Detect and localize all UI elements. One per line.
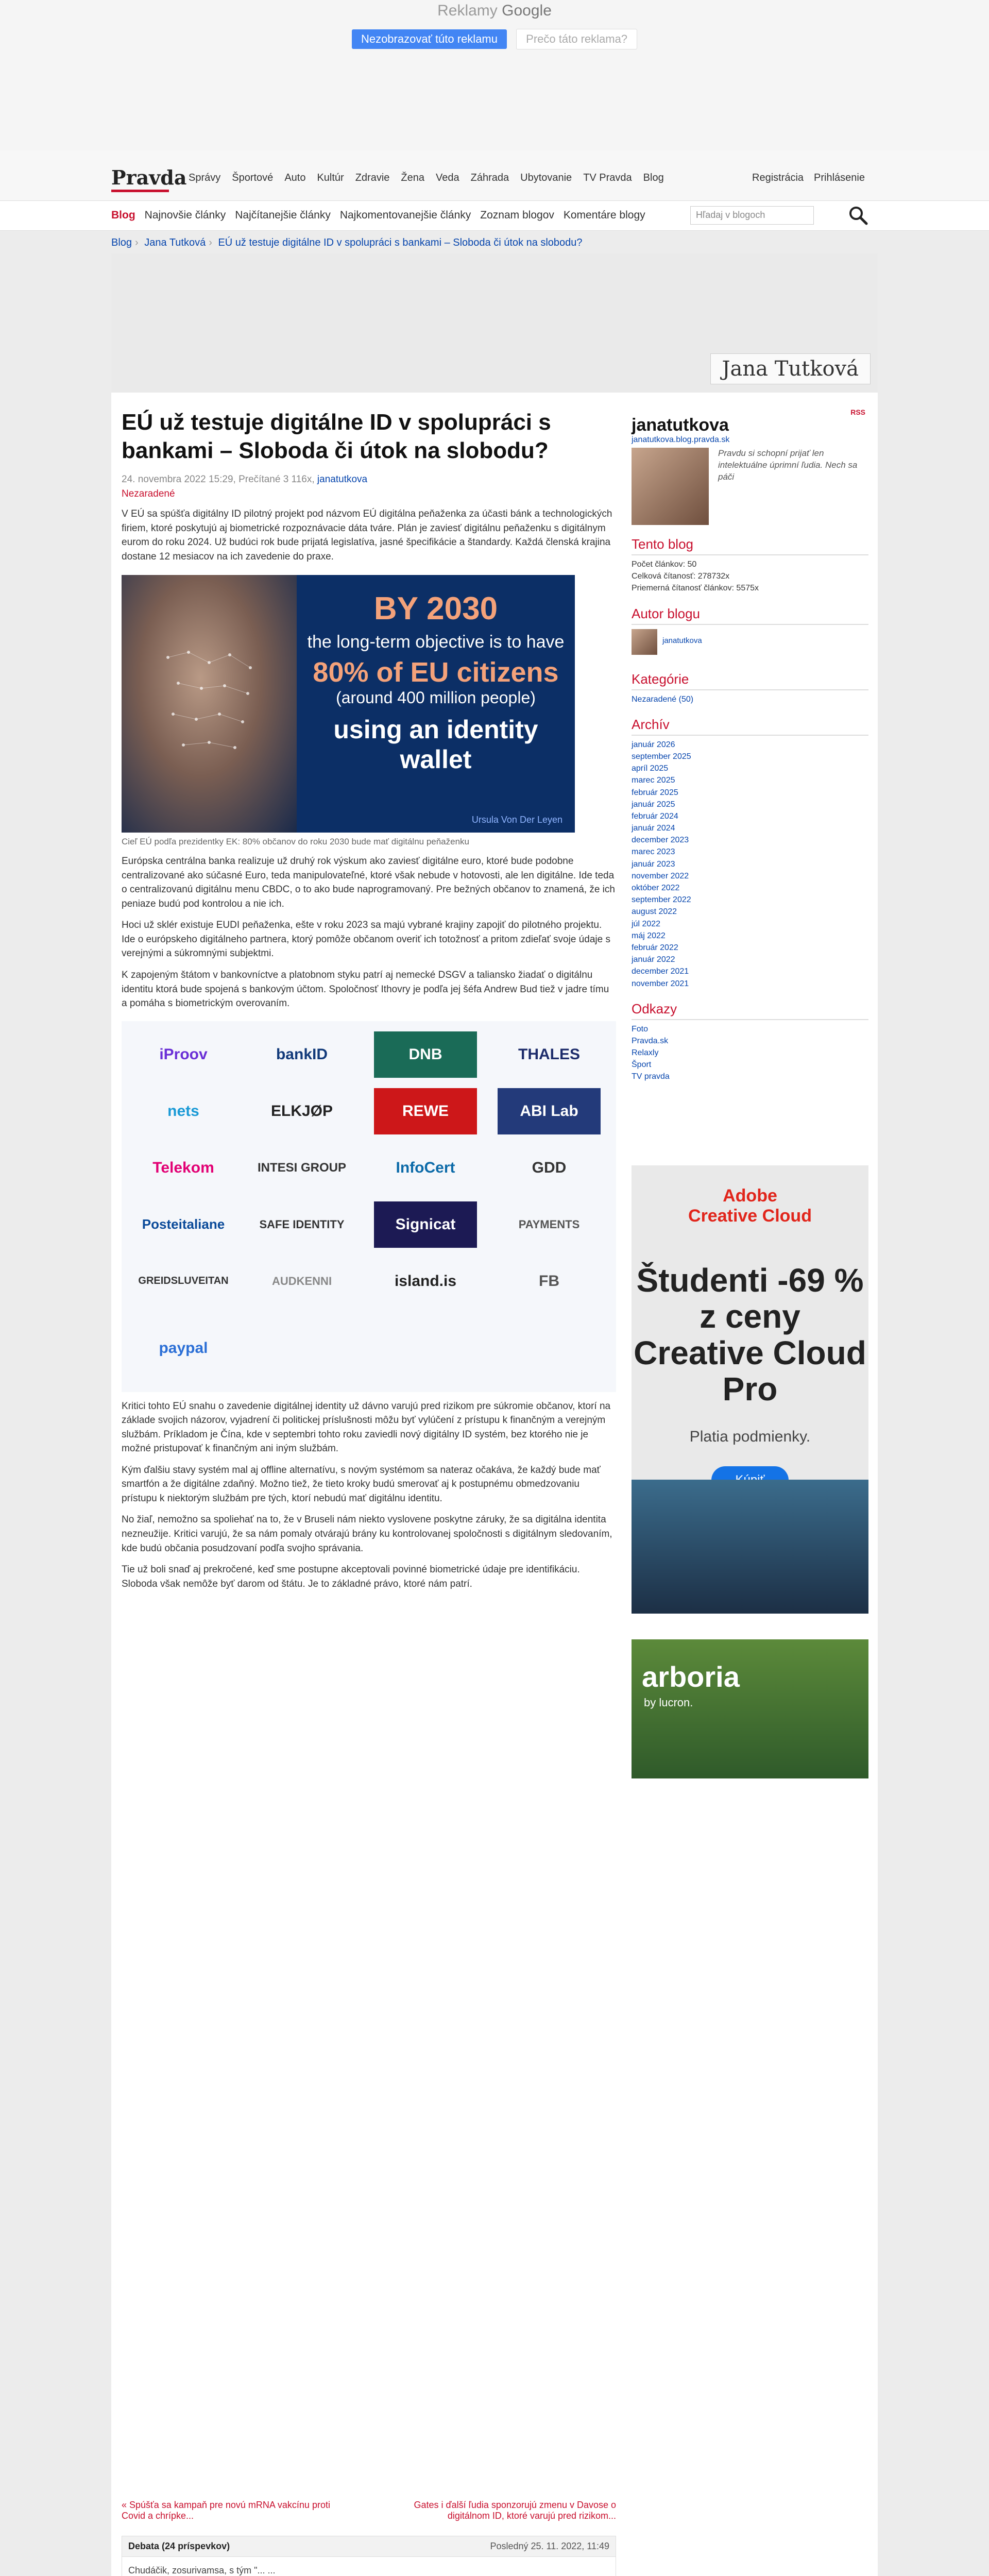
site-header: [0, 150, 989, 201]
category-link[interactable]: Nezaradené (50): [632, 694, 694, 704]
nav-item[interactable]: Správy: [189, 172, 221, 183]
article-paragraph: Európska centrálna banka realizuje už druhý rok výskum ako zaviesť digitálne euro, ktoré bude podobne centralizované ako súčasné Euro, teda manipulovateľné, ktoré však nebude v hotovosti, ale len digitálne. Ide teda o centralizovanú digitálnu menu CBDC, o to ako bude naprogramovaný. Pre bežných občanov to znamená, že ich peniaze budú pod kontrolou a nie ich.: [122, 856, 615, 909]
partner-logo: REWE: [374, 1088, 477, 1134]
ad-label: Reklamy Google: [437, 2, 552, 19]
partner-logo: AUDKENNI: [271, 1274, 332, 1287]
partner-logo: DNB: [374, 1031, 477, 1078]
author-avatar: [632, 629, 657, 655]
archive-link[interactable]: december 2023: [632, 836, 689, 845]
blog-author-title[interactable]: Jana Tutková: [710, 353, 871, 384]
register-link[interactable]: Registrácia: [752, 172, 804, 183]
blogger-url[interactable]: janatutkova.blog.pravda.sk: [632, 435, 730, 444]
login-link[interactable]: Prihlásenie: [814, 172, 865, 183]
partner-logo: Signicat: [374, 1201, 477, 1248]
pravda-logo[interactable]: Pravda: [111, 166, 187, 189]
breadcrumb-separator: ›: [209, 237, 212, 248]
article-title: EÚ už testuje digitálne ID v spolupráci s bankami – Sloboda či útok na slobodu?: [122, 410, 551, 463]
top-ad: [0, 0, 989, 150]
archive-link[interactable]: júl 2022: [632, 919, 661, 928]
sidebar-link[interactable]: Foto: [632, 1024, 649, 1033]
archive-link[interactable]: január 2024: [632, 824, 675, 833]
blog-nav-item[interactable]: Komentáre blogy: [563, 209, 645, 221]
adobe-brand: Adobe: [723, 1186, 777, 1206]
hero-caption: Cieľ EÚ podľa prezidentky EK: 80% občanov do roku 2030 bude mať digitálnu peňaženku: [122, 837, 470, 847]
blog-nav-items: [111, 209, 645, 222]
arboria-brand: arboria: [642, 1660, 740, 1693]
debate-header: [122, 2536, 616, 2557]
blogger-profile: [632, 448, 868, 525]
blog-nav-item[interactable]: Zoznam blogov: [480, 209, 554, 221]
partner-logo: nets: [167, 1102, 199, 1120]
archive-link[interactable]: september 2025: [632, 752, 691, 761]
blog-stat: Priemerná čítanosť článkov: 5575x: [632, 584, 759, 593]
links-section: [632, 1001, 868, 1083]
partner-logo: ABI Lab: [498, 1088, 601, 1134]
blogger-name[interactable]: janatutkova: [632, 415, 729, 435]
archive-section: [632, 717, 868, 990]
breadcrumb: [0, 231, 989, 253]
partner-logo: Posteitaliane: [142, 1216, 225, 1232]
blogger-bio: Pravdu si schopní prijať len intelektuálne úprimní ľudia. Nech sa páči: [718, 448, 858, 482]
hero-credit: Ursula Von Der Leyen: [471, 815, 562, 825]
archive-link[interactable]: január 2026: [632, 740, 675, 749]
partner-logo: paypal: [159, 1339, 208, 1357]
archive-link[interactable]: apríl 2025: [632, 764, 669, 773]
sidebar-link[interactable]: Pravda.sk: [632, 1036, 669, 1045]
blog-nav-item[interactable]: Najčítanejšie články: [235, 209, 331, 221]
archive-link[interactable]: marec 2025: [632, 776, 675, 785]
partner-logo: SAFE IDENTITY: [259, 1217, 345, 1231]
comment-row[interactable]: Chudáčik, zosurivamsa, s tým "... ...: [122, 2557, 616, 2576]
nav-item[interactable]: Kultúr: [317, 172, 344, 183]
nav-item[interactable]: Žena: [401, 172, 425, 183]
adobe-ad-image: [632, 1480, 868, 1614]
blog-author-heading: Autor blogu: [632, 606, 868, 625]
adobe-product: Creative Cloud: [688, 1206, 812, 1226]
article-paragraph: No žiaľ, nemožno sa spoliehať na to, že v Bruseli nám niekto vyslovene poskytne záruky, že sa digitálna identita nezneužije. Kritici varujú, že sa nám pomaly otvárajú brány ku kontrolovanej spoločnosti s digitálnym sledovaním, kde budú občania posudzovaní podľa svojho správania.: [122, 1514, 612, 1554]
hero-dots-graphic: [152, 637, 286, 771]
partner-logo: GREIDSLUVEITAN: [138, 1275, 229, 1287]
nav-item[interactable]: Veda: [436, 172, 459, 183]
partner-logo: Telekom: [152, 1159, 214, 1176]
blog-nav-item[interactable]: Najkomentovanejšie články: [339, 209, 471, 221]
article-author-link[interactable]: janatutkova: [317, 474, 368, 485]
blog-search-input[interactable]: Hľadaj v blogoch: [690, 206, 814, 225]
article-tags: [122, 488, 616, 500]
hero-line: 80% of EU citizens: [313, 657, 559, 688]
hero-text: [297, 590, 575, 774]
nav-item[interactable]: Športové: [232, 172, 274, 183]
archive-link[interactable]: január 2023: [632, 859, 675, 869]
partner-logo: bankID: [276, 1045, 328, 1063]
partner-logo: PAYMENTS: [518, 1217, 580, 1231]
blog-stats-heading: Tento blog: [632, 536, 868, 555]
hero-line: (around 400 million people): [336, 688, 536, 707]
hero-line: BY 2030: [373, 591, 498, 627]
rss-link[interactable]: RSS: [850, 408, 865, 416]
stop-ad-button[interactable]: Nezobrazovať túto reklamu: [352, 29, 507, 49]
debate-box: [122, 2536, 616, 2576]
debate-last: Posledný 25. 11. 2022, 11:49: [490, 2541, 609, 2551]
hero-line: the long-term objective is to have: [307, 632, 565, 652]
hero-image: [122, 575, 575, 833]
account-links: [752, 172, 865, 184]
archive-link[interactable]: január 2022: [632, 955, 675, 964]
breadcrumb-separator: ›: [135, 237, 139, 248]
article-paragraph: Hoci už sklér existuje EUDI peňaženka, ešte v roku 2023 sa majú vybrané krajiny zapojiť do pilotného projektu. Ide o európskeho digitálneho partnera, ktorý pomôže občanom overiť ich totožnosť a pritom zdieľať svoje údaje s verejnými a súkromnými subjektmi.: [122, 920, 610, 959]
article-meta: [122, 474, 616, 485]
archive-link[interactable]: február 2025: [632, 788, 678, 797]
adobe-terms: Platia podmienky.: [689, 1428, 811, 1445]
hero-line: using an identity wallet: [333, 715, 538, 774]
archive-link[interactable]: marec 2023: [632, 848, 675, 857]
archive-link[interactable]: október 2022: [632, 884, 680, 892]
archive-link[interactable]: február 2024: [632, 811, 678, 821]
logo-underline: [111, 190, 169, 192]
partner-logos: [122, 1021, 616, 1392]
nav-item[interactable]: Záhrada: [470, 172, 509, 183]
adobe-offer: Študenti -69 % z ceny Creative Cloud Pro: [634, 1262, 866, 1408]
blog-stats-section: [632, 536, 868, 595]
blog-stat: Celková čítanosť: 278732x: [632, 572, 730, 581]
main-nav: [189, 172, 664, 184]
partner-logo: GDD: [532, 1159, 567, 1176]
why-ad-button[interactable]: Prečo táto reklama?: [516, 29, 637, 49]
archive-link[interactable]: november 2021: [632, 979, 689, 988]
article-paragraph: Tie už boli snaď aj prekročené, keď sme postupne akceptovali povinné biometrické údaje pre identifikáciu. Sloboda však nemôže byť darom od štátu. Je to základné právo, ktoré nám patrí.: [122, 1564, 580, 1589]
article: [122, 408, 616, 1591]
archive-link[interactable]: september 2022: [632, 895, 691, 905]
article-date: 24. novembra 2022 15:29, Prečítané 3 116x,: [122, 474, 315, 485]
article-paragraph: V EÚ sa spúšťa digitálny ID pilotný projekt pod názvom EÚ digitálna peňaženka za účasti bánk a technologických firiem, ktoré poskytujú aj biometrické rozpoznávacie dáta tváre. Plán je zaviesť digitálnu peňaženku s digitálnym eurom do roku 2024. Už budúci rok bude prijatá legislatíva, jasné špecifikácie a štandardy. Každá členská krajina dostane 12 mesiacov na ich zavedenie do praxe.: [122, 509, 612, 562]
nav-item[interactable]: Blog: [643, 172, 664, 183]
article-paragraph: K zapojeným štátom v bankovníctve a platobnom styku patrí aj nemecké DSGV a taliansko žiadať o digitálnu identitu ktorá bude spojená s bankovým účtom. Spoločnosť Ithovry je podľa jej šéfa Andrew Bud tiež v jadre tímu a pomáha s biometrickým overovaním.: [122, 970, 609, 1009]
debate-count[interactable]: (24 príspevkov): [162, 2541, 230, 2551]
archive-link[interactable]: november 2022: [632, 871, 689, 880]
blogger-photo: [632, 448, 709, 525]
adobe-ad[interactable]: [632, 1165, 868, 1614]
blog-stat: Počet článkov: 50: [632, 560, 697, 569]
arboria-by: by lucron.: [644, 1696, 693, 1709]
author-name[interactable]: janatutkova: [662, 636, 702, 645]
previous-article-link[interactable]: « Spúšťa sa kampaň pre novú mRNA vakcínu proti Covid a chrípke...: [122, 2500, 330, 2521]
blog-nav-item[interactable]: Najnovšie články: [144, 209, 226, 221]
partner-logo: INTESI GROUP: [257, 1160, 347, 1175]
debate-label: Debata: [128, 2541, 160, 2551]
sidebar-link[interactable]: TV pravda: [632, 1072, 670, 1081]
sidebar-link[interactable]: Šport: [632, 1060, 652, 1070]
categories-section: [632, 671, 868, 705]
search-icon[interactable]: [847, 204, 869, 227]
ad-buttons: [0, 29, 989, 49]
nav-item[interactable]: TV Pravda: [583, 172, 632, 183]
blog-author-entry[interactable]: [632, 629, 868, 660]
next-article-link[interactable]: Gates i ďalší ľudia sponzorujú zmenu v Davose o digitálnom ID, ktoré varujú pred rizikom...: [414, 2500, 616, 2521]
partner-logo: FB: [539, 1272, 559, 1290]
article-paragraph: Kritici tohto EÚ snahu o zavedenie digitálnej identity už dávno varujú pred rizikom pre súkromie občanov, ktorí na základe svojich názorov, vyjadrení či politickej príslušnosti môžu byť vylúčení z prístupu k finančným a verejným službám. Príkladom je Čína, kde v septembri tohto roku zaviedli nový digitálny ID systém, bez ktorého nie je možné pristupovať k finančným ani iným službám.: [122, 1400, 611, 1454]
article-paragraph: Kým ďalšiu stavy systém mal aj offline alternatívu, s novým systémom sa nateraz očakáva, že každý bude mať smartfón a že digitálne zdaňný. Možno tiež, že tieto kroky budú smerovať aj k postupnému obmedzovaniu prístupu k niektorým službám pre tých, ktorí nebudú mať digitálnu identitu.: [122, 1464, 601, 1504]
archive-link[interactable]: august 2022: [632, 907, 677, 917]
sidebar-link[interactable]: Relaxly: [632, 1048, 659, 1058]
breadcrumb-item[interactable]: Blog: [111, 237, 132, 248]
partner-logo: island.is: [394, 1272, 457, 1290]
archive-heading: Archív: [632, 717, 868, 736]
partner-logo: THALES: [518, 1045, 580, 1063]
nav-item[interactable]: Zdravie: [355, 172, 390, 183]
breadcrumb-item[interactable]: Jana Tutková: [144, 237, 206, 248]
archive-link[interactable]: december 2021: [632, 967, 689, 976]
archive-link[interactable]: február 2022: [632, 943, 678, 952]
breadcrumb-item[interactable]: EÚ už testuje digitálne ID v spolupráci s bankami – Sloboda či útok na slobodu?: [218, 237, 583, 248]
archive-link[interactable]: január 2025: [632, 800, 675, 809]
nav-item[interactable]: Ubytovanie: [520, 172, 572, 183]
article-category-link[interactable]: Nezaradené: [122, 488, 175, 499]
archive-link[interactable]: máj 2022: [632, 931, 666, 940]
blog-nav-item[interactable]: Blog: [111, 209, 135, 221]
partner-logo: InfoCert: [396, 1159, 455, 1176]
partner-logo: iProov: [159, 1045, 208, 1063]
blog-author-section: [632, 606, 868, 660]
nav-item[interactable]: Auto: [284, 172, 306, 183]
categories-heading: Kategórie: [632, 671, 868, 690]
sidebar: [632, 408, 868, 1083]
links-heading: Odkazy: [632, 1001, 868, 1020]
partner-logo: ELKJØP: [270, 1102, 333, 1120]
arboria-ad[interactable]: [632, 1639, 868, 1778]
blog-header: [111, 253, 878, 393]
blog-nav: [0, 201, 989, 231]
content-card: [111, 393, 878, 2576]
